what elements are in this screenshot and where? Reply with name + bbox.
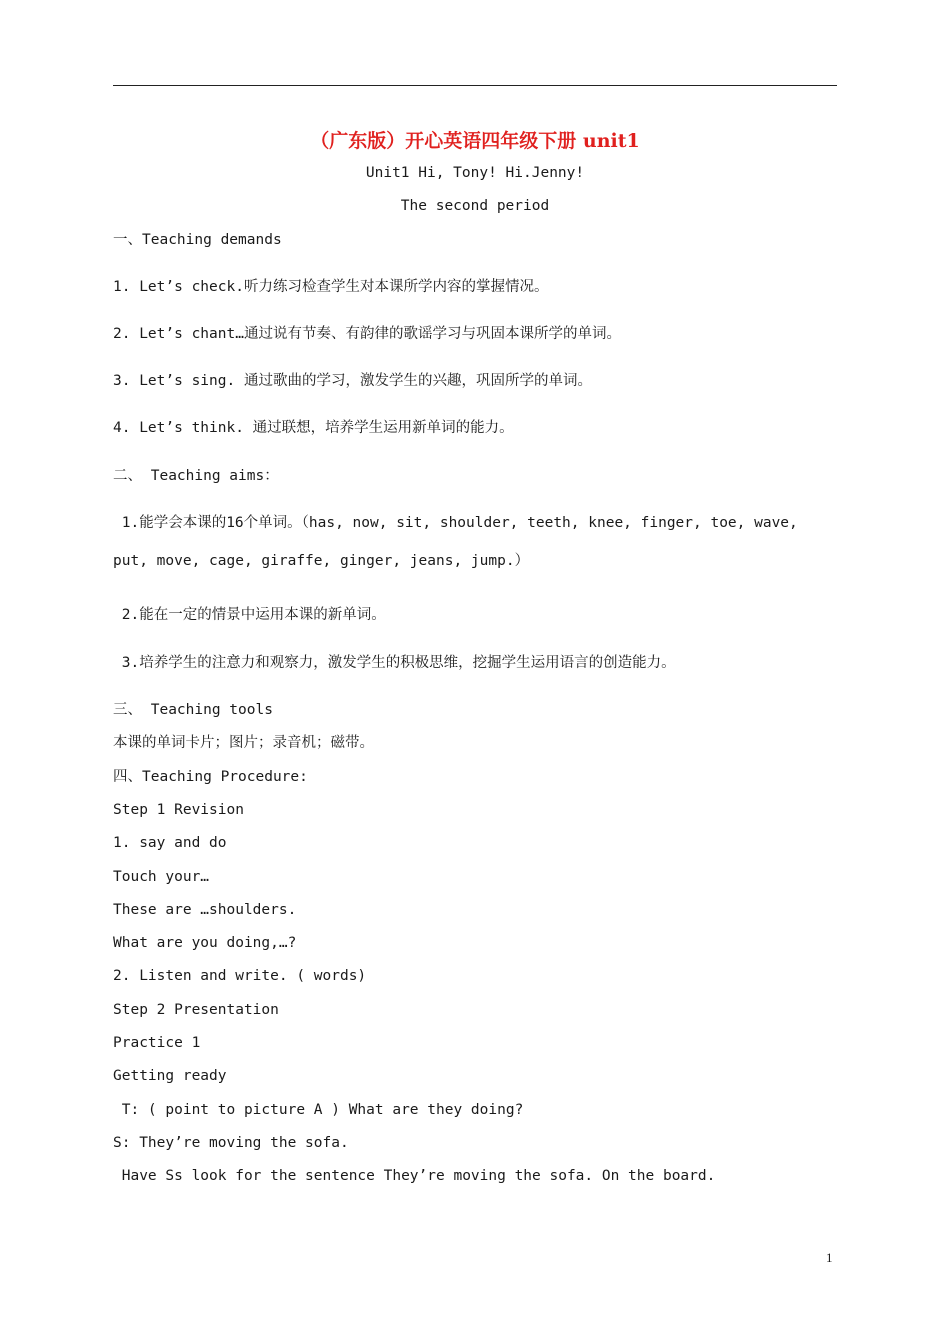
header-rule <box>113 85 837 86</box>
aim-item: 1.能学会本课的16个单词。（has, now, sit, shoulder, teeth, knee, finger, toe, wave, <box>113 515 798 531</box>
procedure-line: These are …shoulders. <box>113 902 297 918</box>
procedure-line: S: They’re moving the sofa. <box>113 1135 349 1151</box>
demand-item: 1. Let’s check.听力练习检查学生对本课所学内容的掌握情况。 <box>113 279 549 295</box>
procedure-line: T: ( point to picture A ) What are they doing? <box>113 1102 524 1118</box>
demand-item: 4. Let’s think. 通过联想，培养学生运用新单词的能力。 <box>113 420 514 436</box>
tools-text: 本课的单词卡片；图片；录音机；磁带。 <box>113 735 374 751</box>
demand-item: 2. Let’s chant…通过说有节奏、有韵律的歌谣学习与巩固本课所学的单词。 <box>113 326 621 342</box>
section-heading-tools: 三、 Teaching tools <box>113 702 273 718</box>
aim-item-continued: put, move, cage, giraffe, ginger, jeans, jump.） <box>113 553 530 569</box>
procedure-line: 1. say and do <box>113 835 227 851</box>
procedure-line: What are you doing,…? <box>113 935 297 951</box>
procedure-line: Touch your… <box>113 869 210 885</box>
period-subtitle: The second period <box>400 198 550 214</box>
section-heading-aims: 二、 Teaching aims： <box>113 468 279 484</box>
procedure-line: Getting ready <box>113 1068 227 1084</box>
procedure-line: Step 2 Presentation <box>113 1002 279 1018</box>
page-number: 1 <box>826 1250 833 1265</box>
section-heading-procedure: 四、Teaching Procedure: <box>113 769 308 785</box>
procedure-line: Practice 1 <box>113 1035 201 1051</box>
section-heading-demands: 一、Teaching demands <box>113 232 282 248</box>
unit-subtitle: Unit1 Hi, Tony! Hi.Jenny! <box>365 165 585 181</box>
aim-item: 3.培养学生的注意力和观察力，激发学生的积极思维，挖掘学生运用语言的创造能力。 <box>113 655 676 671</box>
aim-item: 2.能在一定的情景中运用本课的新单词。 <box>113 607 386 623</box>
procedure-line: Have Ss look for the sentence They’re moving the sofa. On the board. <box>113 1168 716 1184</box>
document-title: （广东版）开心英语四年级下册 unit1 <box>310 130 640 152</box>
demand-item: 3. Let’s sing. 通过歌曲的学习，激发学生的兴趣，巩固所学的单词。 <box>113 373 592 389</box>
procedure-line: Step 1 Revision <box>113 802 244 818</box>
procedure-line: 2. Listen and write. ( words) <box>113 968 367 984</box>
